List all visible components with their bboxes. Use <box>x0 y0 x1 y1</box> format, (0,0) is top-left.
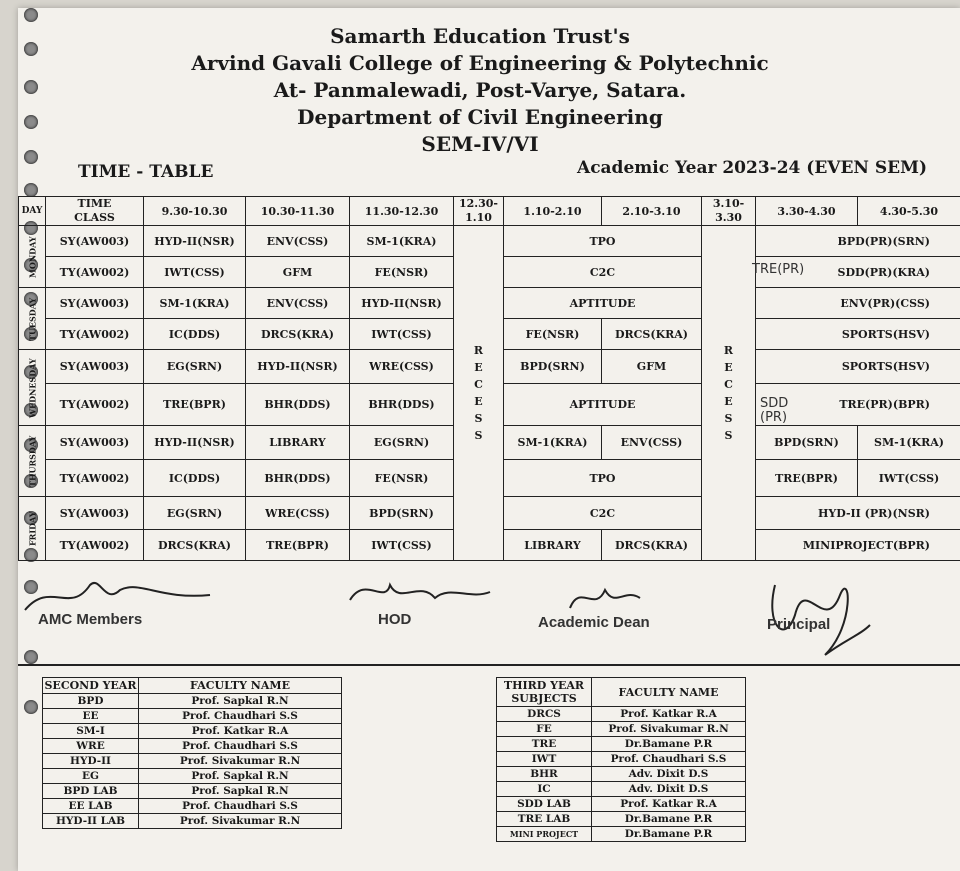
class-cell: TY(AW002) <box>46 257 144 288</box>
timetable-cell: EG(SRN) <box>144 350 246 384</box>
table-row <box>43 739 342 754</box>
timetable-cell: FE(NSR) <box>350 257 454 288</box>
subject-cell: EE <box>43 709 139 724</box>
timetable-cell: WRE(CSS) <box>246 497 350 530</box>
timetable-cell: SM-1(KRA) <box>350 226 454 257</box>
subject-cell: WRE <box>43 739 139 754</box>
subject-cell: BHR <box>497 767 592 782</box>
table-row <box>43 709 342 724</box>
timetable-cell: SM-1(KRA) <box>504 426 602 460</box>
faculty-cell: Prof. Chaudhari S.S <box>139 709 342 724</box>
timetable-cell: TRE(BPR) <box>756 460 858 497</box>
timetable-cell: APTITUDE <box>504 288 702 319</box>
class-cell: SY(AW003) <box>46 226 144 257</box>
timetable-cell: APTITUDE <box>504 384 702 426</box>
timetable-cell: LIBRARY <box>246 426 350 460</box>
faculty-cell: Dr.Bamane P.R <box>592 812 746 827</box>
timetable-cell: TPO <box>504 226 702 257</box>
subject-cell: IWT <box>497 752 592 767</box>
table-row <box>497 812 746 827</box>
subject-cell: SDD LAB <box>497 797 592 812</box>
timetable-cell: HYD-II (PR)(NSR) <box>756 497 960 530</box>
timetable-cell: IWT(CSS) <box>350 319 454 350</box>
subject-cell: FE <box>497 722 592 737</box>
table-row <box>497 767 746 782</box>
table-row <box>497 737 746 752</box>
timetable-cell: BPD(SRN) <box>756 426 858 460</box>
slot-header: 4.30-5.30 <box>858 197 960 226</box>
timetable-cell: MINIPROJECT(BPR) <box>756 530 960 561</box>
timetable-cell: IWT(CSS) <box>858 460 960 497</box>
day-cell: THURSDAY <box>19 426 46 497</box>
table-row <box>497 722 746 737</box>
timetable-cell: IWT(CSS) <box>144 257 246 288</box>
department-name: Department of Civil Engineering <box>297 105 663 129</box>
class-cell: TY(AW002) <box>46 530 144 561</box>
table-row <box>43 769 342 784</box>
timetable-cell: IC(DDS) <box>144 319 246 350</box>
amc-members-label: AMC Members <box>38 611 143 628</box>
table-header-row <box>43 678 342 694</box>
timetable-cell: SDD(PR)(KRA) <box>756 257 960 288</box>
table-row <box>497 707 746 722</box>
timetable-cell: DRCS(KRA) <box>144 530 246 561</box>
timetable-cell: TRE(BPR) <box>246 530 350 561</box>
table-row <box>43 784 342 799</box>
college-address: At- Panmalewadi, Post-Varye, Satara. <box>273 78 687 102</box>
faculty-cell: Adv. Dixit D.S <box>592 782 746 797</box>
timetable-cell: WRE(CSS) <box>350 350 454 384</box>
column-header: FACULTY NAME <box>139 678 342 694</box>
timetable-row <box>19 226 960 257</box>
faculty-cell: Prof. Sapkal R.N <box>139 694 342 709</box>
subject-cell: TRE <box>497 737 592 752</box>
subject-cell: SM-I <box>43 724 139 739</box>
timetable-cell: C2C <box>504 257 702 288</box>
college-name: Arvind Gavali College of Engineering & Polytechnic <box>191 51 769 75</box>
table-row <box>497 752 746 767</box>
timetable-cell: BHR(DDS) <box>350 384 454 426</box>
table-row <box>43 814 342 829</box>
timetable-cell: SM-1(KRA) <box>858 426 960 460</box>
timetable-header-row <box>19 197 960 226</box>
timetable-cell: GFM <box>246 257 350 288</box>
subject-cell: MINI PROJECT <box>497 827 592 842</box>
timetable-cell: SPORTS(HSV) <box>756 350 960 384</box>
punch-hole <box>24 8 38 22</box>
column-header: THIRD YEAR SUBJECTS <box>497 678 592 707</box>
recess-header: 12.30-1.10 <box>454 197 504 226</box>
timetable-cell: ENV(CSS) <box>246 288 350 319</box>
timetable-cell: BPD(SRN) <box>504 350 602 384</box>
timetable-cell: C2C <box>504 497 702 530</box>
timetable-cell: HYD-II(NSR) <box>144 226 246 257</box>
class-cell: TY(AW002) <box>46 384 144 426</box>
principal-label: Principal <box>767 616 831 633</box>
recess-column: R E C E S S <box>702 226 756 561</box>
timetable-cell: FE(NSR) <box>350 460 454 497</box>
timetable-cell: EG(SRN) <box>144 497 246 530</box>
timetable-label: TIME - TABLE <box>78 162 214 182</box>
faculty-cell: Prof. Chaudhari S.S <box>139 739 342 754</box>
class-cell: SY(AW003) <box>46 288 144 319</box>
dean-signature <box>560 578 650 618</box>
hod-signature <box>340 570 500 615</box>
day-cell: WEDNESDAY <box>19 350 46 426</box>
slot-header: 11.30-12.30 <box>350 197 454 226</box>
timetable <box>18 196 960 561</box>
slot-header: 3.30-4.30 <box>756 197 858 226</box>
timetable-cell: BHR(DDS) <box>246 384 350 426</box>
column-header: FACULTY NAME <box>592 678 746 707</box>
table-header-row <box>497 678 746 707</box>
handwritten-note: TRE(PR) <box>752 262 805 277</box>
timetable-cell: FE(NSR) <box>504 319 602 350</box>
timetable-cell: EG(SRN) <box>350 426 454 460</box>
timetable-cell: BPD(PR)(SRN) <box>756 226 960 257</box>
timetable-cell: SM-1(KRA) <box>144 288 246 319</box>
subject-cell: HYD-II LAB <box>43 814 139 829</box>
faculty-cell: Dr.Bamane P.R <box>592 737 746 752</box>
faculty-cell: Prof. Sapkal R.N <box>139 784 342 799</box>
class-cell: TY(AW002) <box>46 460 144 497</box>
class-cell: SY(AW003) <box>46 497 144 530</box>
table-row <box>43 694 342 709</box>
timetable-cell: TPO <box>504 460 702 497</box>
subject-cell: HYD-II <box>43 754 139 769</box>
semester: SEM-IV/VI <box>421 132 539 156</box>
day-cell: FRIDAY <box>19 497 46 561</box>
timetable-cell: SPORTS(HSV) <box>756 319 960 350</box>
timetable-cell: BHR(DDS) <box>246 460 350 497</box>
timetable-cell: HYD-II(NSR) <box>246 350 350 384</box>
faculty-cell: Dr.Bamane P.R <box>592 827 746 842</box>
timetable-cell: BPD(SRN) <box>350 497 454 530</box>
hod-label: HOD <box>378 611 412 628</box>
divider <box>18 664 960 666</box>
timetable-cell: IC(DDS) <box>144 460 246 497</box>
faculty-cell: Prof. Katkar R.A <box>592 707 746 722</box>
timetable-cell: TRE(BPR) <box>144 384 246 426</box>
timetable-cell: TRE(PR)(BPR) <box>756 384 960 426</box>
faculty-cell: Prof. Sivakumar R.N <box>592 722 746 737</box>
class-cell: SY(AW003) <box>46 426 144 460</box>
subject-cell: EE LAB <box>43 799 139 814</box>
faculty-cell: Prof. Sivakumar R.N <box>139 814 342 829</box>
table-row <box>43 754 342 769</box>
principal-signature <box>755 555 875 665</box>
subject-cell: BPD LAB <box>43 784 139 799</box>
slot-header: 2.10-3.10 <box>602 197 702 226</box>
time-header: TIME <box>77 197 112 210</box>
slot-header: 9.30-10.30 <box>144 197 246 226</box>
faculty-cell: Prof. Sivakumar R.N <box>139 754 342 769</box>
timetable-cell: DRCS(KRA) <box>602 319 702 350</box>
faculty-cell: Prof. Chaudhari S.S <box>139 799 342 814</box>
subject-cell: EG <box>43 769 139 784</box>
faculty-cell: Prof. Sapkal R.N <box>139 769 342 784</box>
punch-hole <box>24 650 38 664</box>
faculty-cell: Prof. Chaudhari S.S <box>592 752 746 767</box>
table-row <box>497 782 746 797</box>
academic-year: Academic Year 2023-24 (EVEN SEM) <box>577 158 927 178</box>
punch-hole <box>24 183 38 197</box>
timetable-cell: DRCS(KRA) <box>602 530 702 561</box>
faculty-cell: Prof. Katkar R.A <box>139 724 342 739</box>
subject-cell: BPD <box>43 694 139 709</box>
academic-dean-label: Academic Dean <box>538 614 650 631</box>
slot-header: 10.30-11.30 <box>246 197 350 226</box>
table-row <box>43 724 342 739</box>
faculty-cell: Adv. Dixit D.S <box>592 767 746 782</box>
timetable-cell: IWT(CSS) <box>350 530 454 561</box>
table-row <box>497 827 746 842</box>
column-header: SECOND YEAR <box>44 679 137 692</box>
day-cell: TUESDAY <box>19 288 46 350</box>
table-row <box>43 799 342 814</box>
slot-header: 1.10-2.10 <box>504 197 602 226</box>
day-header: DAY <box>19 197 46 226</box>
class-cell: SY(AW003) <box>46 350 144 384</box>
faculty-cell: Prof. Katkar R.A <box>592 797 746 812</box>
timetable-cell: GFM <box>602 350 702 384</box>
class-cell: TY(AW002) <box>46 319 144 350</box>
third-year-faculty-table <box>496 677 746 842</box>
subject-cell: DRCS <box>497 707 592 722</box>
time-class-header <box>46 197 144 226</box>
day-cell: MONDAY <box>19 226 46 288</box>
timetable-cell: ENV(PR)(CSS) <box>756 288 960 319</box>
table-row <box>497 797 746 812</box>
subject-cell: TRE LAB <box>497 812 592 827</box>
recess-header: 3.10-3.30 <box>702 197 756 226</box>
timetable-cell: HYD-II(NSR) <box>144 426 246 460</box>
second-year-faculty-table <box>42 677 342 829</box>
punch-hole <box>24 700 38 714</box>
subject-cell: IC <box>497 782 592 797</box>
handwritten-note: SDD (PR) <box>760 396 789 425</box>
timetable-cell: HYD-II(NSR) <box>350 288 454 319</box>
recess-column: R E C E S S <box>454 226 504 561</box>
timetable-cell: ENV(CSS) <box>602 426 702 460</box>
timetable-cell: DRCS(KRA) <box>246 319 350 350</box>
timetable-cell: LIBRARY <box>504 530 602 561</box>
trust-name: Samarth Education Trust's <box>330 24 630 48</box>
class-header: CLASS <box>74 211 115 224</box>
timetable-cell: ENV(CSS) <box>246 226 350 257</box>
